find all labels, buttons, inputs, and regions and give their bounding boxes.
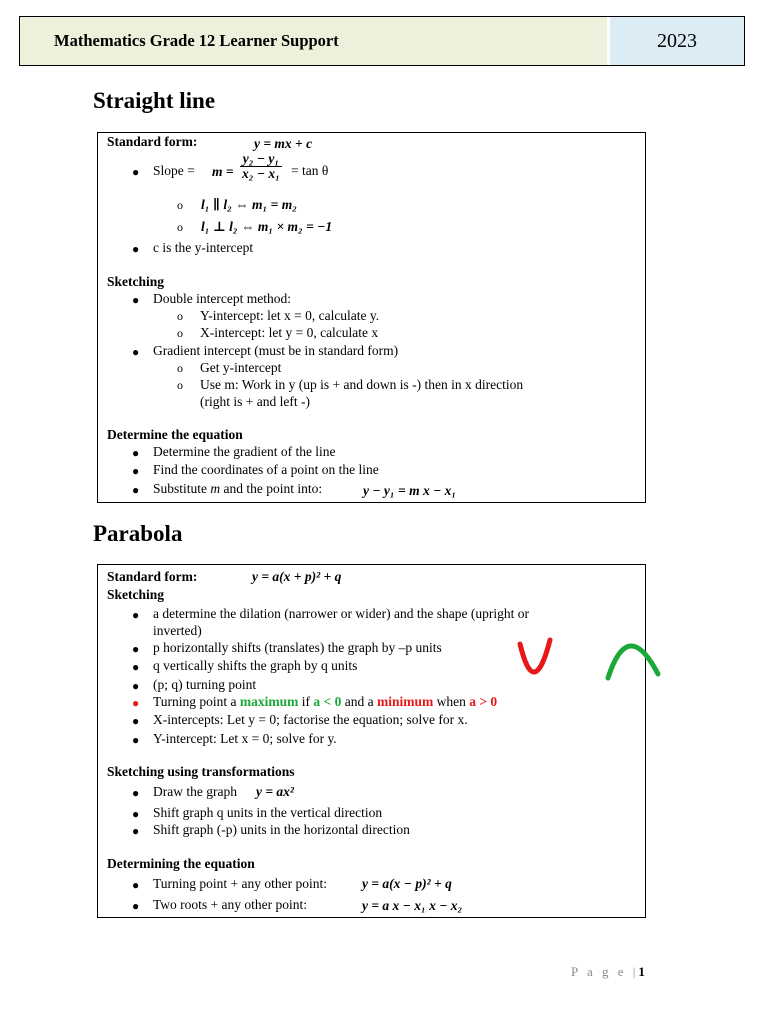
page-number: 1 xyxy=(638,964,645,979)
circle-bullet: o xyxy=(177,198,183,212)
det3-m: m xyxy=(210,481,221,496)
bullet: ● xyxy=(132,786,140,800)
bullet: ● xyxy=(132,714,140,728)
sketching-label: Sketching xyxy=(107,274,165,289)
y-intercept-rule: Y-intercept: Let x = 0; solve for y. xyxy=(153,731,337,746)
determine-label: Determine the equation xyxy=(107,427,243,442)
draw-graph-eq: y = ax² xyxy=(256,784,294,799)
param-q: q vertically shifts the graph by q units xyxy=(153,658,358,673)
use-m-step: Use m: Work in y (up is + and down is -) then in x direction xyxy=(200,377,524,392)
circle-bullet: o xyxy=(177,326,183,340)
slope-fraction xyxy=(240,152,282,181)
circle-bullet: o xyxy=(177,220,183,234)
gradient-intercept: Gradient intercept (must be in standard form) xyxy=(153,343,399,358)
page-header xyxy=(19,16,745,66)
page-footer xyxy=(571,964,645,980)
slope-tail: = tan θ xyxy=(291,163,329,178)
determine-step-1: Determine the gradient of the line xyxy=(153,444,336,459)
perpendicular-rule: l₁ ⊥ l₂ ⇔ m₁ × m₂ = −1 xyxy=(201,219,333,234)
parabola-standard-form-eq: y = a(x + p)² + q xyxy=(252,569,342,584)
c-note: c is the y-intercept xyxy=(153,240,254,255)
header-year: 2023 xyxy=(610,17,744,65)
bullet: ● xyxy=(132,679,140,693)
bullet: ● xyxy=(132,345,140,359)
x-intercept-step: X-intercept: let y = 0, calculate x xyxy=(200,325,379,340)
tp-a-negative: a < 0 xyxy=(313,694,342,709)
bullet: ● xyxy=(132,165,140,179)
bullet: ● xyxy=(132,446,140,460)
bullet: ● xyxy=(132,824,140,838)
parabola-box xyxy=(97,564,646,918)
circle-bullet: o xyxy=(177,309,183,323)
y-intercept-step: Y-intercept: let x = 0, calculate y. xyxy=(200,308,380,323)
page-label: P a g e | xyxy=(571,964,639,979)
bullet: ● xyxy=(132,878,140,892)
bullet: ● xyxy=(132,242,140,256)
tp-pre: Turning point a xyxy=(153,694,240,709)
determining-label: Determining the equation xyxy=(107,856,255,871)
parallel-rule: l₁ ∥ l₂ ⇔ m₁ = m₂ xyxy=(201,197,297,212)
straight-line-heading: Straight line xyxy=(93,88,216,113)
shift-p: Shift graph (-p) units in the horizontal direction xyxy=(153,822,410,837)
circle-bullet: o xyxy=(177,378,183,392)
circle-bullet: o xyxy=(177,361,183,375)
bullet: ● xyxy=(132,642,140,656)
det3-pre: Substitute xyxy=(153,481,211,496)
standard-form-eq: y = mx + c xyxy=(254,136,313,151)
use-m-step-continued: (right is + and left -) xyxy=(200,394,310,409)
bullet: ● xyxy=(132,696,140,710)
tp-other-point-eq: y = a(x − p)² + q xyxy=(362,876,452,891)
bullet: ● xyxy=(132,899,140,913)
get-y-intercept: Get y-intercept xyxy=(200,360,282,375)
determine-step-2: Find the coordinates of a point on the line xyxy=(153,462,379,477)
double-intercept: Double intercept method: xyxy=(153,291,291,306)
parabola-standard-form-label: Standard form: xyxy=(107,569,198,584)
parabola-shape-sketches xyxy=(510,630,670,690)
turning-point-def: (p; q) turning point xyxy=(153,677,257,692)
bullet: ● xyxy=(132,660,140,674)
bullet: ● xyxy=(132,733,140,747)
roots-other-point: Two roots + any other point: xyxy=(153,897,308,912)
shift-q: Shift graph q units in the vertical direction xyxy=(153,805,383,820)
tp-minimum: minimum xyxy=(376,694,434,709)
turning-point-rule xyxy=(153,694,497,710)
bullet: ● xyxy=(132,293,140,307)
slope-numerator: y₂ − y₁ xyxy=(240,152,282,167)
point-gradient-eq: y − y₁ = m x − x₁ xyxy=(363,483,457,498)
roots-other-point-eq: y = a x − x₁ x − x₂ xyxy=(362,898,463,913)
inverted-parabola-sketch xyxy=(608,646,658,678)
transformations-label: Sketching using transformations xyxy=(107,764,295,779)
tp-if: if xyxy=(298,694,314,709)
header-title: Mathematics Grade 12 Learner Support xyxy=(20,17,610,65)
tp-maximum: maximum xyxy=(239,694,299,709)
parabola-heading: Parabola xyxy=(93,521,183,546)
slope-m: m = xyxy=(212,164,234,179)
param-a-continued: inverted) xyxy=(153,623,202,638)
param-p: p horizontally shifts (translates) the graph by –p units xyxy=(153,640,442,655)
parabola-sketching-label: Sketching xyxy=(107,587,165,602)
bullet: ● xyxy=(132,608,140,622)
upright-parabola-sketch xyxy=(520,640,550,672)
tp-a-positive: a > 0 xyxy=(469,694,498,709)
bullet: ● xyxy=(132,464,140,478)
slope-label: Slope = xyxy=(153,163,195,178)
determine-step-3 xyxy=(153,481,322,497)
det3-post: and the point into: xyxy=(220,481,323,496)
tp-and: and a xyxy=(341,694,377,709)
slope-denominator: x₂ − x₁ xyxy=(242,166,280,181)
param-a: a determine the dilation (narrower or wider) and the shape (upright or xyxy=(153,606,529,621)
x-intercepts-rule: X-intercepts: Let y = 0; factorise the equation; solve for x. xyxy=(153,712,468,727)
straight-line-box xyxy=(97,132,646,503)
standard-form-label: Standard form: xyxy=(107,134,198,149)
draw-graph: Draw the graph xyxy=(153,784,237,799)
tp-other-point: Turning point + any other point: xyxy=(153,876,327,891)
bullet: ● xyxy=(132,807,140,821)
bullet: ● xyxy=(132,483,140,497)
tp-when: when xyxy=(433,694,470,709)
